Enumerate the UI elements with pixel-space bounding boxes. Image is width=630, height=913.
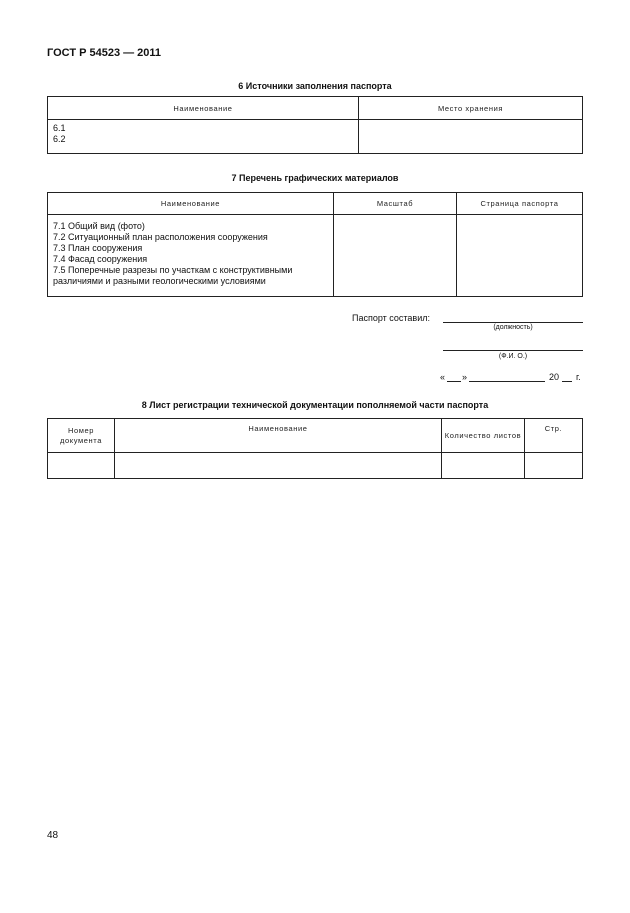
column-header-name: Наименование [48,193,334,215]
section-7-table [47,192,583,297]
section-7-title: 7 Перечень графических материалов [231,173,399,183]
position-signature-line [443,322,583,323]
column-header-storage: Место хранения [359,97,583,120]
column-header-sheet-count: Количество листов [442,419,525,453]
name-signature-line [443,350,583,351]
date-open-quote: « [440,372,446,382]
year-prefix: 20 [549,372,560,382]
table-cell [457,215,583,297]
list-item: 6.2 [53,134,66,144]
column-header-name: Наименование [48,97,359,120]
position-caption: (должность) [493,324,533,331]
list-item: 6.1 [53,123,66,133]
list-item: 7.3 План сооружения [53,243,143,253]
year-suffix: г. [576,372,581,382]
year-line [562,381,572,382]
column-header-page: Страница паспорта [457,193,583,215]
name-caption: (Ф.И. О.) [498,353,528,360]
table-cell [442,453,525,479]
table-cell [334,215,457,297]
section-6-title: 6 Источники заполнения паспорта [238,81,392,91]
column-header-name: Наименование [115,419,442,453]
list-item: 7.5 Поперечные разрезы по участкам с конструктивными [53,265,293,275]
month-line [469,381,545,382]
day-line [447,381,461,382]
list-item: 7.1 Общий вид (фото) [53,221,145,231]
column-header-scale: Масштаб [334,193,457,215]
compiled-by-label: Паспорт составил: [352,313,430,323]
section-8-table [47,418,583,479]
list-item: различиями и разными геологическими условиями [53,276,266,286]
page-number: 48 [47,830,59,841]
table-cell [115,453,442,479]
table-cell [525,453,583,479]
list-item: 7.4 Фасад сооружения [53,254,148,264]
table-cell [48,215,334,297]
section-6-table [47,96,583,154]
table-cell [359,120,583,154]
table-cell [48,120,359,154]
table-cell [48,453,115,479]
list-item: 7.2 Ситуационный план расположения сооружения [53,232,268,242]
document-code: ГОСТ Р 54523 — 2011 [47,47,162,59]
section-8-title: 8 Лист регистрации технической документации пополняемой части паспорта [141,400,489,410]
column-header-doc-number: Номер документа [48,419,115,453]
column-header-page: Стр. [525,419,583,453]
date-close-quote: » [462,372,468,382]
